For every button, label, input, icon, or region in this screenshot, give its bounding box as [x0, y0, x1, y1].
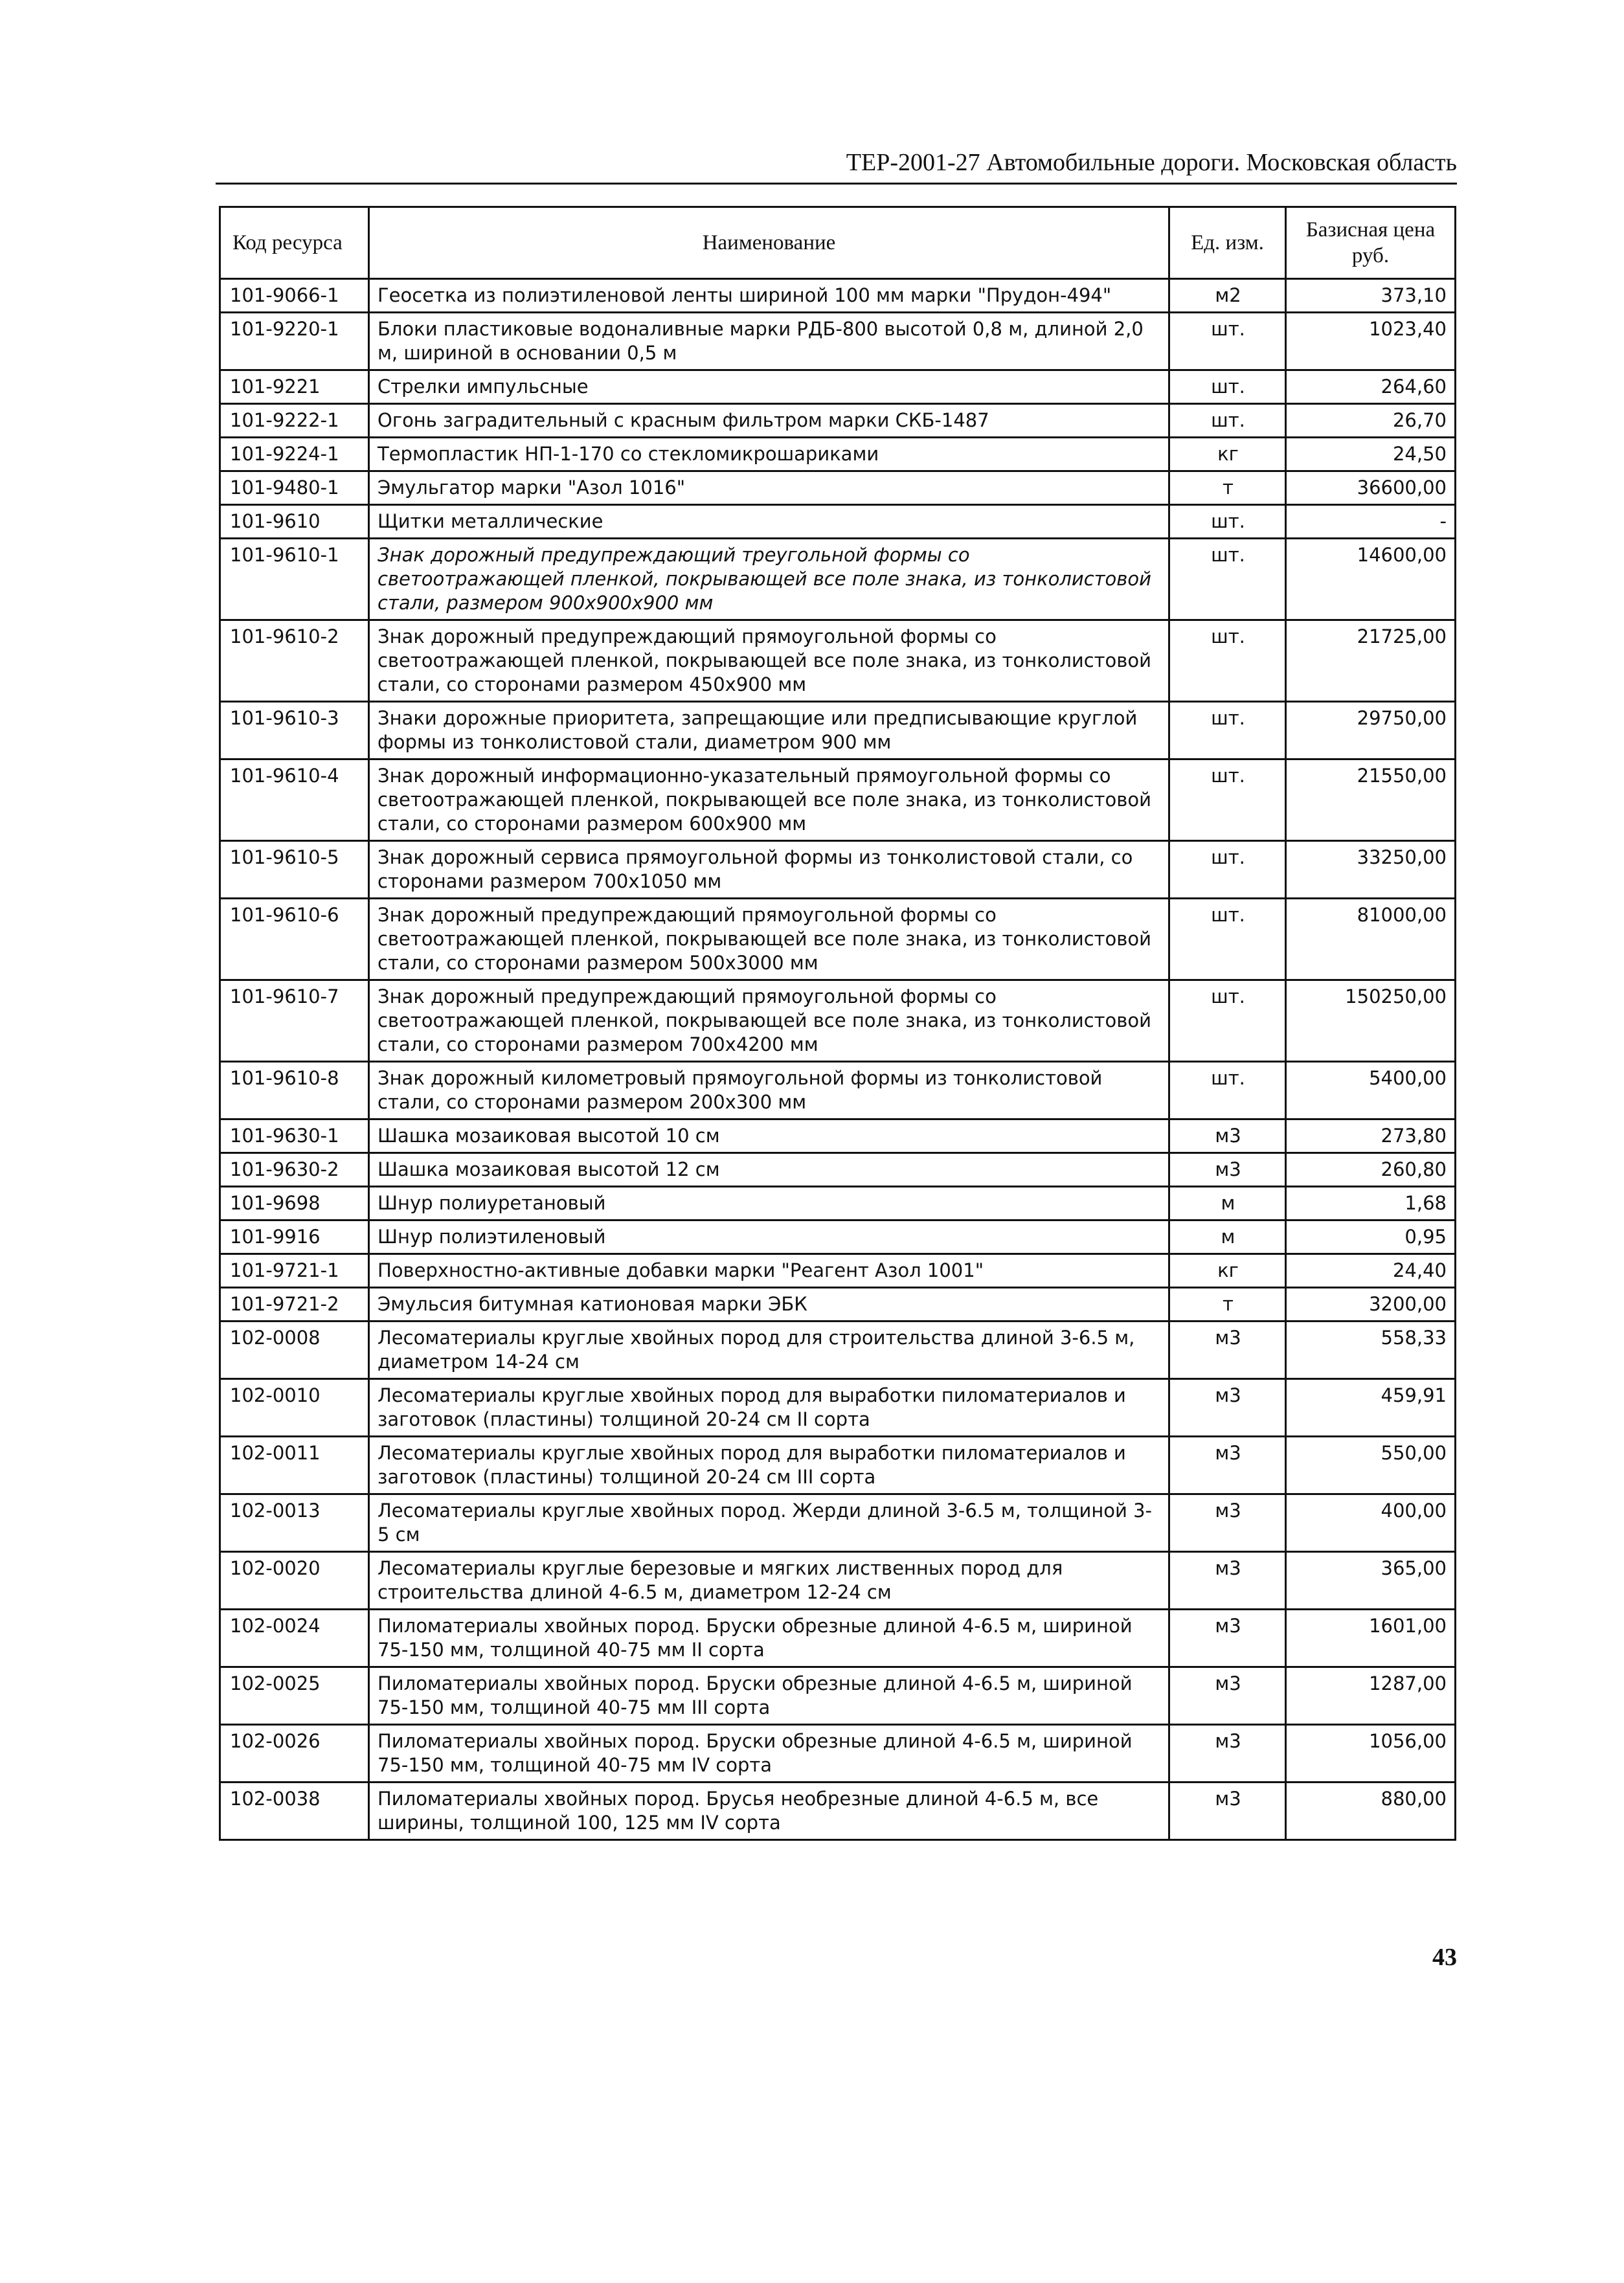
resource-code: 101-9610-5: [220, 841, 369, 899]
resource-price: 558,33: [1286, 1321, 1456, 1379]
resource-code: 101-9066-1: [220, 279, 369, 313]
table-row: [220, 539, 1456, 620]
resource-name: Лесоматериалы круглые хвойных пород для строительства длиной 3-6.5 м, диаметром 14-24 см: [369, 1321, 1169, 1379]
resource-unit: шт.: [1169, 759, 1286, 841]
resource-price: 400,00: [1286, 1494, 1456, 1552]
resource-code: 101-9610-8: [220, 1062, 369, 1119]
resource-name: Знак дорожный километровый прямоугольной формы из тонколистовой стали, со сторонами размером 200x300 мм: [369, 1062, 1169, 1119]
resource-name: Лесоматериалы круглые хвойных пород для выработки пиломатериалов и заготовок (пластины) толщиной 20-24 см III сорта: [369, 1437, 1169, 1494]
table-row: [220, 1119, 1456, 1153]
resource-code: 101-9222-1: [220, 404, 369, 438]
column-header-price: [1286, 207, 1456, 279]
resource-name: Пиломатериалы хвойных пород. Бруски обрезные длиной 4-6.5 м, шириной 75-150 мм, толщиной 40-75 мм III сорта: [369, 1667, 1169, 1725]
resource-price: 29750,00: [1286, 702, 1456, 759]
column-header-unit: Ед. изм.: [1169, 207, 1286, 279]
resource-price: 21725,00: [1286, 620, 1456, 702]
resource-unit: м3: [1169, 1783, 1286, 1840]
resource-name: Лесоматериалы круглые березовые и мягких лиственных пород для строительства длиной 4-6.5 м, диаметром 12-24 см: [369, 1552, 1169, 1610]
resource-code: 101-9480-1: [220, 471, 369, 505]
page-header-title: ТЕР-2001-27 Автомобильные дороги. Московская область: [846, 149, 1457, 176]
resource-code: 102-0011: [220, 1437, 369, 1494]
table-row: [220, 370, 1456, 404]
resource-price: 260,80: [1286, 1153, 1456, 1187]
table-row: [220, 1254, 1456, 1288]
resource-code: 101-9610-3: [220, 702, 369, 759]
resource-code: 102-0026: [220, 1725, 369, 1783]
resource-code: 101-9610-7: [220, 980, 369, 1062]
resource-name: Лесоматериалы круглые хвойных пород для выработки пиломатериалов и заготовок (пластины) толщиной 20-24 см II сорта: [369, 1379, 1169, 1437]
resource-code: 101-9220-1: [220, 313, 369, 370]
resource-price: 1601,00: [1286, 1610, 1456, 1667]
resource-code: 101-9721-1: [220, 1254, 369, 1288]
resource-code: 101-9916: [220, 1220, 369, 1254]
resource-unit: м: [1169, 1220, 1286, 1254]
resource-unit: кг: [1169, 1254, 1286, 1288]
table-row: [220, 438, 1456, 471]
resource-code: 102-0008: [220, 1321, 369, 1379]
resource-name: Пиломатериалы хвойных пород. Брусья необрезные длиной 4-6.5 м, все ширины, толщиной 100, 125 мм IV сорта: [369, 1783, 1169, 1840]
resource-code: 102-0025: [220, 1667, 369, 1725]
table-row: [220, 1220, 1456, 1254]
resource-unit: м3: [1169, 1610, 1286, 1667]
resource-unit: шт.: [1169, 505, 1286, 539]
resource-unit: шт.: [1169, 841, 1286, 899]
resource-unit: т: [1169, 1288, 1286, 1321]
resource-name: Эмульсия битумная катионовая марки ЭБК: [369, 1288, 1169, 1321]
resource-unit: м2: [1169, 279, 1286, 313]
resource-code: 101-9721-2: [220, 1288, 369, 1321]
resource-price: 150250,00: [1286, 980, 1456, 1062]
resource-price: 459,91: [1286, 1379, 1456, 1437]
resource-code: 101-9698: [220, 1187, 369, 1220]
resource-unit: м3: [1169, 1667, 1286, 1725]
table-row: [220, 1288, 1456, 1321]
column-header-code: Код ресурса: [220, 207, 369, 279]
resource-unit: м3: [1169, 1321, 1286, 1379]
resource-unit: м: [1169, 1187, 1286, 1220]
resource-price: 81000,00: [1286, 899, 1456, 980]
resource-name: Термопластик НП-1-170 со стекломикрошариками: [369, 438, 1169, 471]
resource-unit: кг: [1169, 438, 1286, 471]
resource-unit: шт.: [1169, 370, 1286, 404]
resource-name: Знак дорожный сервиса прямоугольной формы из тонколистовой стали, со сторонами размером 700x1050 мм: [369, 841, 1169, 899]
resource-price: 550,00: [1286, 1437, 1456, 1494]
table-row: [220, 759, 1456, 841]
table-row: [220, 702, 1456, 759]
resource-unit: т: [1169, 471, 1286, 505]
resource-code: 101-9630-2: [220, 1153, 369, 1187]
resource-unit: шт.: [1169, 899, 1286, 980]
resource-unit: м3: [1169, 1437, 1286, 1494]
table-row: [220, 899, 1456, 980]
table-header-row: [220, 207, 1456, 279]
resource-unit: шт.: [1169, 980, 1286, 1062]
resource-name: Поверхностно-активные добавки марки "Реагент Азол 1001": [369, 1254, 1169, 1288]
table-row: [220, 505, 1456, 539]
table-row: [220, 279, 1456, 313]
resource-unit: м3: [1169, 1119, 1286, 1153]
resource-code: 102-0024: [220, 1610, 369, 1667]
table-row: [220, 1783, 1456, 1840]
resource-name: Щитки металлические: [369, 505, 1169, 539]
table-row: [220, 620, 1456, 702]
resource-price: 36600,00: [1286, 471, 1456, 505]
resource-name: Шашка мозаиковая высотой 10 см: [369, 1119, 1169, 1153]
resource-name: Огонь заградительный с красным фильтром марки СКБ-1487: [369, 404, 1169, 438]
resource-code: 102-0013: [220, 1494, 369, 1552]
table-row: [220, 1667, 1456, 1725]
resource-name: Пиломатериалы хвойных пород. Бруски обрезные длиной 4-6.5 м, шириной 75-150 мм, толщиной 40-75 мм IV сорта: [369, 1725, 1169, 1783]
resource-unit: м3: [1169, 1153, 1286, 1187]
resource-unit: шт.: [1169, 702, 1286, 759]
resource-code: 101-9610-1: [220, 539, 369, 620]
table-row: [220, 1610, 1456, 1667]
resource-name: Знак дорожный предупреждающий треугольной формы со светоотражающей пленкой, покрывающей все поле знака, из тонколистовой стали, размером 900x900x900 мм: [369, 539, 1169, 620]
resource-price: 264,60: [1286, 370, 1456, 404]
table-row: [220, 1437, 1456, 1494]
resource-name: Шнур полиуретановый: [369, 1187, 1169, 1220]
resource-code: 101-9221: [220, 370, 369, 404]
resource-price: 24,50: [1286, 438, 1456, 471]
resource-unit: м3: [1169, 1379, 1286, 1437]
column-header-price-line1: Базисная цена: [1305, 218, 1436, 242]
table-row: [220, 1379, 1456, 1437]
resource-price: 21550,00: [1286, 759, 1456, 841]
table-row: [220, 1062, 1456, 1119]
resource-code: 101-9610-2: [220, 620, 369, 702]
resource-code: 101-9610-4: [220, 759, 369, 841]
resource-name: Стрелки импульсные: [369, 370, 1169, 404]
resource-name: Эмульгатор марки "Азол 1016": [369, 471, 1169, 505]
resource-name: Блоки пластиковые водоналивные марки РДБ-800 высотой 0,8 м, длиной 2,0 м, шириной в основании 0,5 м: [369, 313, 1169, 370]
resource-code: 101-9610-6: [220, 899, 369, 980]
resource-name: Лесоматериалы круглые хвойных пород. Жерди длиной 3-6.5 м, толщиной 3-5 см: [369, 1494, 1169, 1552]
table-row: [220, 1187, 1456, 1220]
table-row: [220, 1725, 1456, 1783]
resource-name: Знак дорожный предупреждающий прямоугольной формы со светоотражающей пленкой, покрывающей все поле знака, из тонколистовой стали, со сторонами размером 450x900 мм: [369, 620, 1169, 702]
resource-price: 880,00: [1286, 1783, 1456, 1840]
resource-name: Знак дорожный предупреждающий прямоугольной формы со светоотражающей пленкой, покрывающей все поле знака, из тонколистовой стали, со сторонами размером 500x3000 мм: [369, 899, 1169, 980]
resource-name: Пиломатериалы хвойных пород. Бруски обрезные длиной 4-6.5 м, шириной 75-150 мм, толщиной 40-75 мм II сорта: [369, 1610, 1169, 1667]
resource-price: 1287,00: [1286, 1667, 1456, 1725]
resource-price: 33250,00: [1286, 841, 1456, 899]
resource-price: 5400,00: [1286, 1062, 1456, 1119]
resource-name: Знак дорожный предупреждающий прямоугольной формы со светоотражающей пленкой, покрывающей все поле знака, из тонколистовой стали, со сторонами размером 700x4200 мм: [369, 980, 1169, 1062]
page-number: 43: [1432, 1944, 1457, 1971]
table-row: [220, 841, 1456, 899]
resource-code: 101-9630-1: [220, 1119, 369, 1153]
resource-unit: м3: [1169, 1725, 1286, 1783]
resource-price: 365,00: [1286, 1552, 1456, 1610]
resource-code: 102-0038: [220, 1783, 369, 1840]
table-row: [220, 1153, 1456, 1187]
resource-price: 273,80: [1286, 1119, 1456, 1153]
header-rule: [216, 183, 1457, 185]
resource-name: Знаки дорожные приоритета, запрещающие или предписывающие круглой формы из тонколистовой стали, диаметром 900 мм: [369, 702, 1169, 759]
table-row: [220, 471, 1456, 505]
resource-unit: м3: [1169, 1494, 1286, 1552]
table-row: [220, 404, 1456, 438]
resource-unit: шт.: [1169, 1062, 1286, 1119]
resource-unit: шт.: [1169, 404, 1286, 438]
column-header-price-line2: руб.: [1351, 244, 1390, 267]
table-row: [220, 980, 1456, 1062]
resource-name: Знак дорожный информационно-указательный прямоугольной формы со светоотражающей пленкой, покрывающей все поле знака, из тонколистовой стали, со сторонами размером 600x900 мм: [369, 759, 1169, 841]
resource-price: 1056,00: [1286, 1725, 1456, 1783]
resource-code: 102-0010: [220, 1379, 369, 1437]
resource-price: 0,95: [1286, 1220, 1456, 1254]
resource-price-table: [219, 206, 1456, 1841]
resource-unit: шт.: [1169, 313, 1286, 370]
resource-unit: м3: [1169, 1552, 1286, 1610]
resource-code: 102-0020: [220, 1552, 369, 1610]
resource-price: 3200,00: [1286, 1288, 1456, 1321]
table-row: [220, 1321, 1456, 1379]
resource-name: Геосетка из полиэтиленовой ленты шириной 100 мм марки "Прудон-494": [369, 279, 1169, 313]
table-row: [220, 1552, 1456, 1610]
resource-unit: шт.: [1169, 620, 1286, 702]
resource-price: 1023,40: [1286, 313, 1456, 370]
resource-price: 14600,00: [1286, 539, 1456, 620]
resource-code: 101-9224-1: [220, 438, 369, 471]
resource-unit: шт.: [1169, 539, 1286, 620]
resource-code: 101-9610: [220, 505, 369, 539]
resource-price: -: [1286, 505, 1456, 539]
table-row: [220, 1494, 1456, 1552]
resource-price: 1,68: [1286, 1187, 1456, 1220]
resource-price: 26,70: [1286, 404, 1456, 438]
column-header-name: Наименование: [369, 207, 1169, 279]
resource-name: Шнур полиэтиленовый: [369, 1220, 1169, 1254]
resource-name: Шашка мозаиковая высотой 12 см: [369, 1153, 1169, 1187]
table-row: [220, 313, 1456, 370]
resource-price: 24,40: [1286, 1254, 1456, 1288]
resource-price: 373,10: [1286, 279, 1456, 313]
